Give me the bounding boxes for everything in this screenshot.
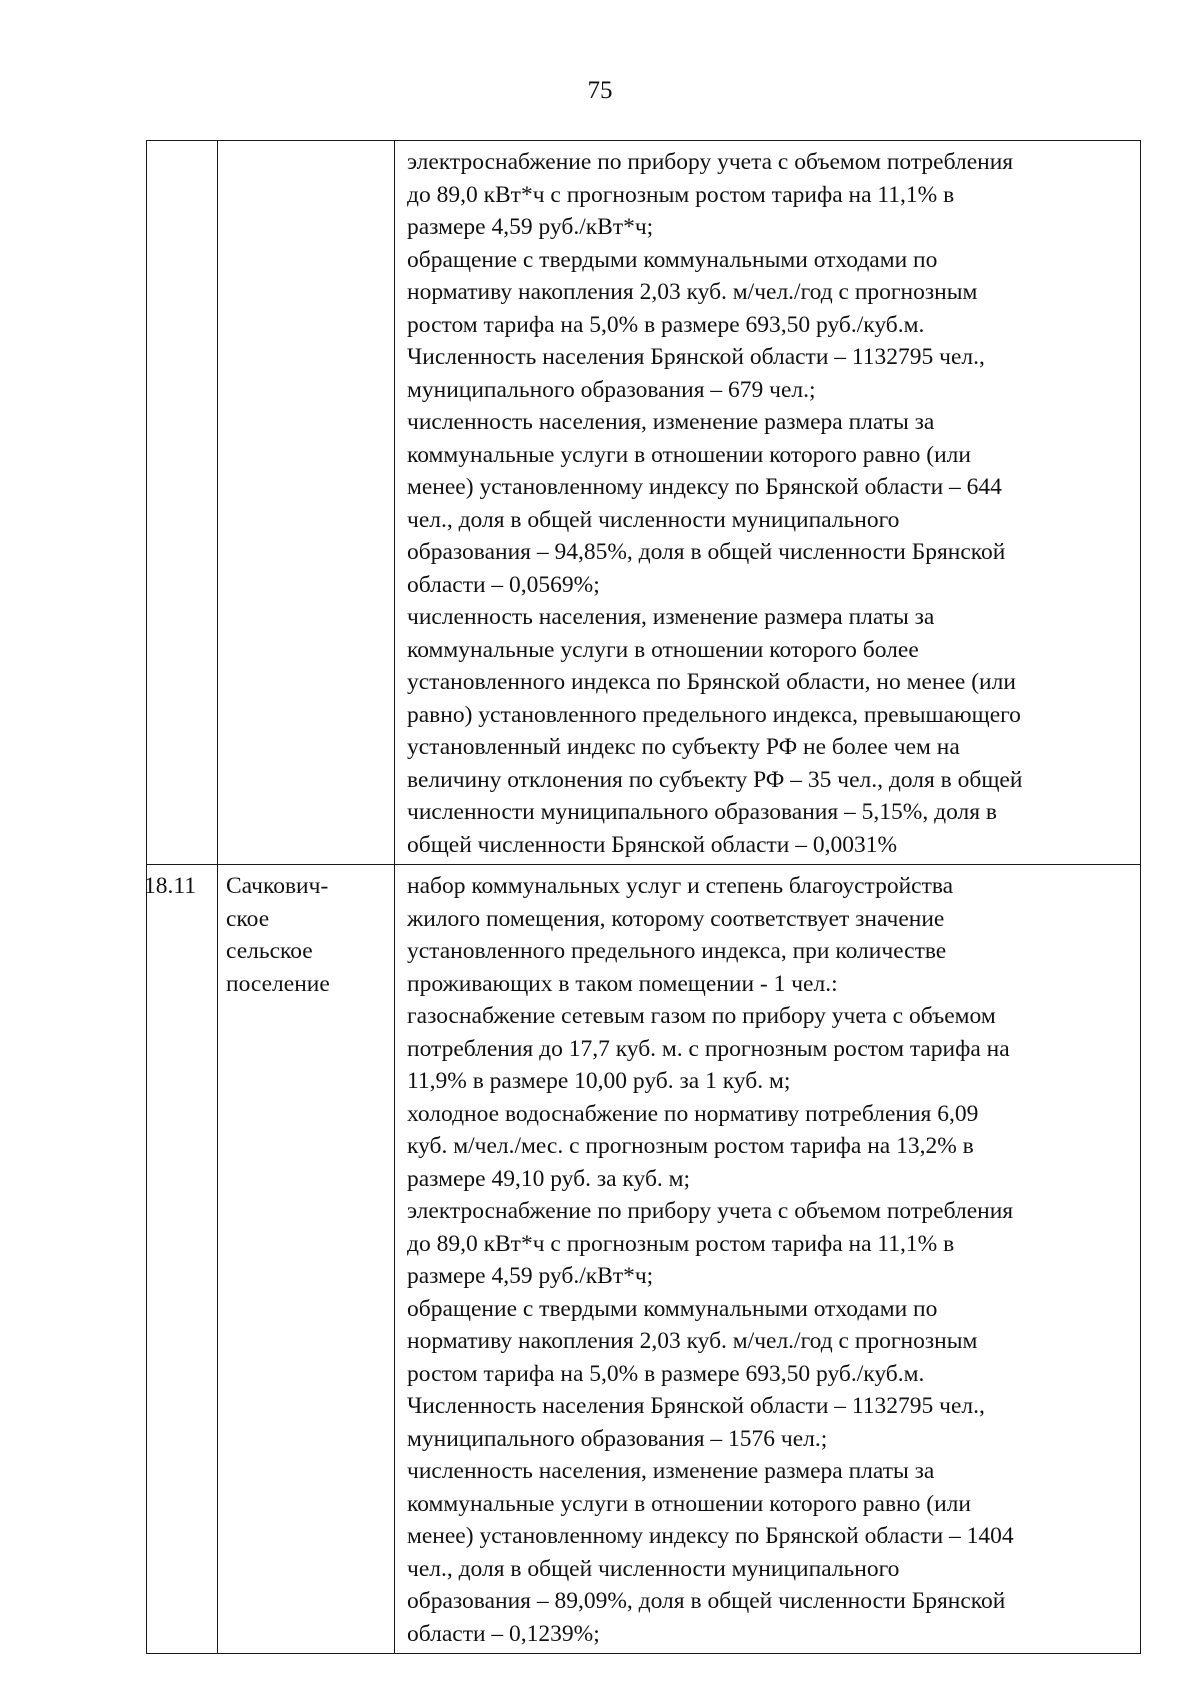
description-line: численность населения, изменение размера платы за <box>407 409 935 435</box>
municipality-name-cell <box>218 865 395 1654</box>
description-line: куб. м/чел./мес. с прогнозным ростом тарифа на 13,2% в <box>407 1133 974 1159</box>
description-line: коммунальные услуги в отношении которого более <box>407 636 919 663</box>
description-line: потребления до 17,7 куб. м. с прогнозным ростом тарифа на <box>407 1035 1010 1062</box>
description-line: области – 0,1239%; <box>407 1620 600 1647</box>
description-line: до 89,0 кВт*ч с прогнозным ростом тарифа на 11,1% в <box>407 181 955 208</box>
row-number-cell <box>144 865 218 1654</box>
description-line: обращение с твердыми коммунальными отходами по <box>407 246 938 273</box>
description-line: ростом тарифа на 5,0% в размере 693,50 руб./куб.м. <box>407 311 925 338</box>
description-line: Численность населения Брянской области – 1132795 чел., <box>407 344 985 370</box>
table-row <box>147 141 1141 865</box>
description-line: Численность населения Брянской области – 1132795 чел., <box>407 1393 985 1419</box>
row-number: 18.11 <box>144 873 197 899</box>
description-line: газоснабжение сетевым газом по прибору учета с объемом <box>407 1003 996 1029</box>
description-line: размере 4,59 руб./кВт*ч; <box>407 214 654 240</box>
municipality-name-line: поселение <box>226 970 330 997</box>
municipality-name-line: ское <box>226 905 270 932</box>
description-line: 11,9% в размере 10,00 руб. за 1 куб. м; <box>407 1068 791 1094</box>
description-line: муниципального образования – 1576 чел.; <box>407 1425 828 1452</box>
description-line: жилого помещения, которому соответствует значение <box>407 905 945 932</box>
municipality-tariff-table <box>146 140 1141 1654</box>
description-line: установленного предельного индекса, при количестве <box>407 938 947 964</box>
description-line: обращение с твердыми коммунальными отходами по <box>407 1295 938 1322</box>
description-line: образования – 89,09%, доля в общей численности Брянской <box>407 1588 1006 1614</box>
description-line: численности муниципального образования – 5,15%, доля в <box>407 799 998 825</box>
description-line: установленного индекса по Брянской области, но менее (или <box>407 669 1016 695</box>
table-row <box>147 865 1141 1654</box>
description-line: электроснабжение по прибору учета с объемом потребления <box>407 1198 1014 1224</box>
municipality-name-line: сельское <box>226 938 313 964</box>
description-cell <box>395 865 1141 1654</box>
description-line: нормативу накопления 2,03 куб. м/чел./год с прогнозным <box>407 279 978 305</box>
description-line: области – 0,0569%; <box>407 571 600 598</box>
description-line: численность населения, изменение размера платы за <box>407 1458 935 1484</box>
description-line: коммунальные услуги в отношении которого равно (или <box>407 441 971 468</box>
description-line: чел., доля в общей численности муниципального <box>407 1555 900 1582</box>
description-line: проживающих в таком помещении - 1 чел.: <box>407 970 838 997</box>
description-line: размере 4,59 руб./кВт*ч; <box>407 1263 654 1289</box>
description-line: чел., доля в общей численности муниципального <box>407 506 900 533</box>
description-line: численность населения, изменение размера платы за <box>407 604 935 630</box>
description-line: ростом тарифа на 5,0% в размере 693,50 руб./куб.м. <box>407 1360 925 1387</box>
description-cell <box>395 141 1141 865</box>
description-line: образования – 94,85%, доля в общей численности Брянской <box>407 539 1006 565</box>
description-line: до 89,0 кВт*ч с прогнозным ростом тарифа на 11,1% в <box>407 1230 955 1257</box>
page-number: 75 <box>587 77 613 104</box>
description-line: муниципального образования – 679 чел.; <box>407 376 816 403</box>
description-line: размере 49,10 руб. за куб. м; <box>407 1165 691 1192</box>
row-number-cell <box>147 141 218 865</box>
description-line: менее) установленному индексу по Брянской области – 644 <box>407 474 1002 500</box>
description-line: равно) установленного предельного индекса, превышающего <box>407 701 1021 728</box>
municipality-name-cell <box>218 141 395 865</box>
description-line: коммунальные услуги в отношении которого равно (или <box>407 1490 971 1517</box>
description-line: холодное водоснабжение по нормативу потребления 6,09 <box>407 1100 979 1127</box>
description-line: набор коммунальных услуг и степень благоустройства <box>407 873 954 899</box>
description-line: установленный индекс по субъекту РФ не более чем на <box>407 734 960 760</box>
description-line: величину отклонения по субъекту РФ – 35 чел., доля в общей <box>407 766 1023 793</box>
description-line: нормативу накопления 2,03 куб. м/чел./год с прогнозным <box>407 1328 978 1354</box>
description-line: общей численности Брянской области – 0,0031% <box>407 831 898 858</box>
description-line: менее) установленному индексу по Брянской области – 1404 <box>407 1523 1014 1549</box>
municipality-name-line: Сачкович- <box>226 873 329 899</box>
description-line: электроснабжение по прибору учета с объемом потребления <box>407 149 1014 175</box>
